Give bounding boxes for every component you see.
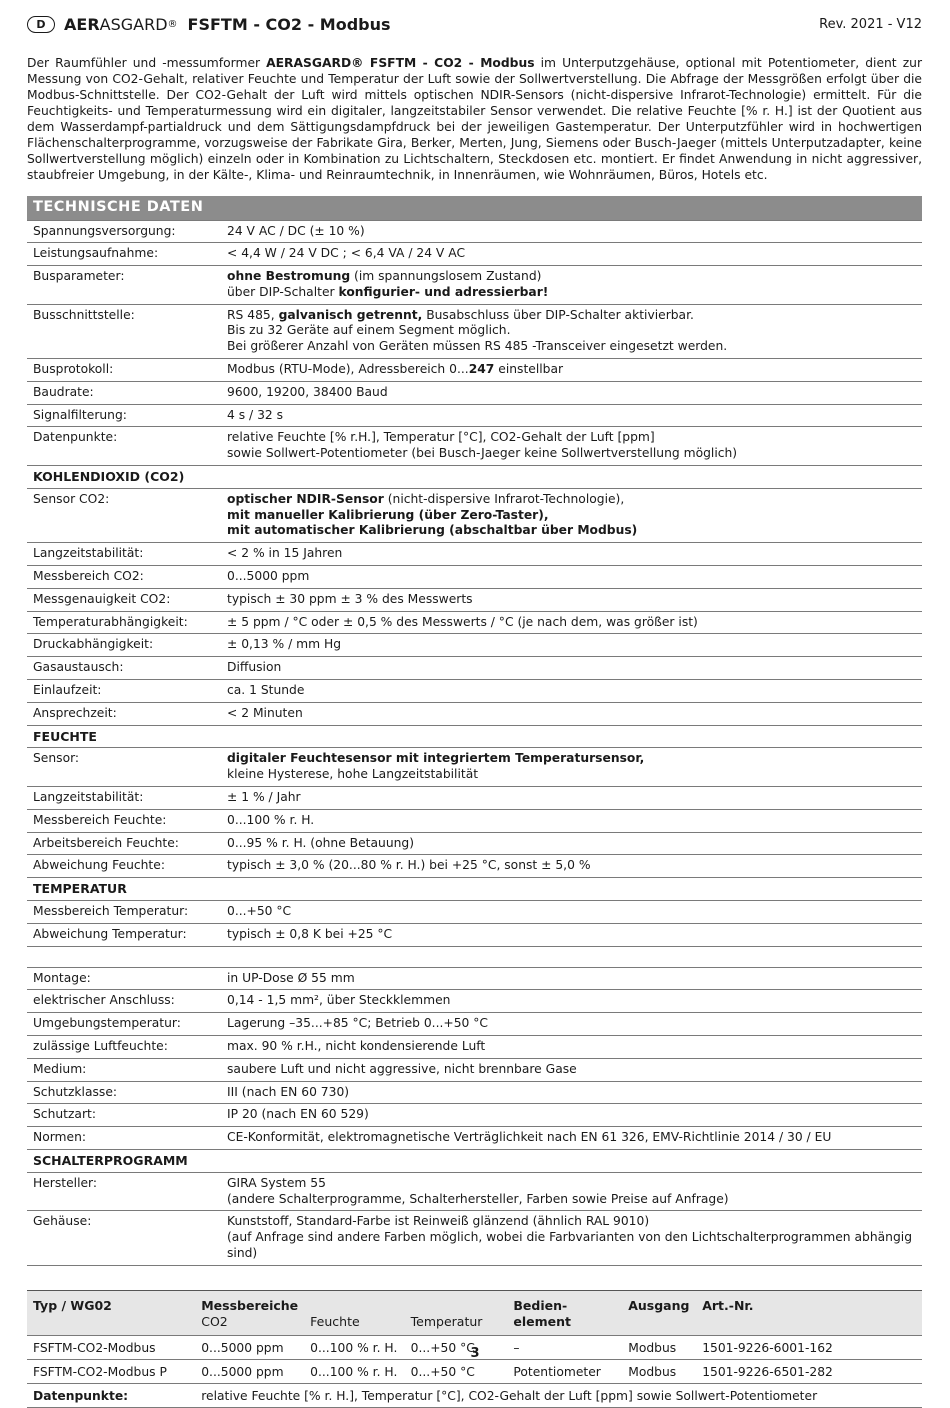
order-operating: –: [507, 1335, 622, 1359]
spec-row: [27, 657, 922, 680]
spec-row: [27, 243, 922, 266]
spec-label: Messgenauigkeit CO2:: [27, 588, 221, 611]
header-operating-l2: element: [513, 1313, 572, 1329]
spec-label: Schutzklasse:: [27, 1081, 221, 1104]
value-text: GIRA System 55: [227, 1175, 326, 1190]
value-bold: galvanisch getrennt,: [278, 307, 423, 322]
section-header-temperature: [27, 878, 922, 901]
spec-value: [221, 748, 922, 787]
spec-row: [27, 1127, 922, 1150]
header-type: Typ / WG02: [27, 1290, 195, 1335]
spec-value: saubere Luft und nicht aggressive, nicht brennbare Gase: [221, 1058, 922, 1081]
order-temperature: 0...+50 °C: [405, 1335, 508, 1359]
value-bold: mit automatischer Kalibrierung (abschaltbar über Modbus): [227, 523, 638, 538]
spec-label: Sensor CO2:: [27, 488, 221, 542]
spec-label: Hersteller:: [27, 1172, 221, 1211]
value-text: Busabschluss über DIP-Schalter aktivierbar.: [422, 307, 694, 322]
section-header-humidity: [27, 725, 922, 748]
order-type: FSFTM-CO2-Modbus P: [27, 1359, 195, 1383]
spec-row: [27, 266, 922, 305]
value-text: (nicht-dispersive Infrarot-Technologie),: [383, 491, 625, 506]
datapoints-label: Datenpunkte:: [27, 1383, 195, 1407]
order-co2: 0...5000 ppm: [195, 1359, 304, 1383]
spec-value: 9600, 19200, 38400 Baud: [221, 381, 922, 404]
value-text: relative Feuchte [% r.H.], Temperatur [°C], CO2-Gehalt der Luft [ppm]: [227, 430, 655, 445]
spec-value: typisch ± 30 ppm ± 3 % des Messwerts: [221, 588, 922, 611]
spec-value: 0...+50 °C: [221, 901, 922, 924]
spec-label: Langzeitstabilität:: [27, 543, 221, 566]
value-text: Bis zu 32 Geräte auf einem Segment möglich.: [227, 323, 511, 338]
spec-label: Gehäuse:: [27, 1211, 221, 1265]
header-co2-label: CO2: [201, 1313, 228, 1329]
section-title: KOHLENDIOXID (CO2): [27, 466, 922, 489]
spec-label: Messbereich Temperatur:: [27, 901, 221, 924]
page-number: 3: [470, 1346, 480, 1361]
spec-row: [27, 304, 922, 358]
spec-row: [27, 611, 922, 634]
spec-label: Medium:: [27, 1058, 221, 1081]
spec-label: Einlaufzeit:: [27, 680, 221, 703]
spec-label: Normen:: [27, 1127, 221, 1150]
order-row: [27, 1359, 922, 1383]
spec-row: [27, 359, 922, 382]
value-bold: mit manueller Kalibrierung (über Zero-Taster),: [227, 507, 549, 522]
spec-row: [27, 1211, 922, 1265]
spec-label: Datenpunkte:: [27, 427, 221, 466]
spec-value: [221, 427, 922, 466]
spacer-row: [27, 946, 922, 967]
header-operating-l1: Bedien-: [513, 1297, 568, 1313]
header-humidity: [304, 1290, 405, 1335]
spec-label: Busprotokoll:: [27, 359, 221, 382]
spec-value: < 2 Minuten: [221, 702, 922, 725]
spec-label: Messbereich Feuchte:: [27, 809, 221, 832]
order-operating: Potentiometer: [507, 1359, 622, 1383]
spec-value: typisch ± 3,0 % (20...80 % r. H.) bei +25 °C, sonst ± 5,0 %: [221, 855, 922, 878]
value-bold: ohne Bestromung: [227, 269, 351, 284]
spec-value: 0...100 % r. H.: [221, 809, 922, 832]
technical-data-table: [27, 196, 922, 1266]
section-header-switch-program: [27, 1149, 922, 1172]
spec-row: [27, 220, 922, 243]
technical-data-title: TECHNISCHE DATEN: [27, 196, 922, 220]
value-text: über DIP-Schalter: [227, 284, 339, 299]
spec-row: [27, 1172, 922, 1211]
spec-value: ca. 1 Stunde: [221, 680, 922, 703]
spec-value: < 4,4 W / 24 V DC ; < 6,4 VA / 24 V AC: [221, 243, 922, 266]
value-text: Modbus (RTU-Mode), Adressbereich 0...: [227, 362, 469, 377]
order-output: Modbus: [622, 1335, 696, 1359]
intro-paragraph: [27, 55, 922, 183]
spec-label: Arbeitsbereich Feuchte:: [27, 832, 221, 855]
value-text: (im spannungslosem Zustand): [350, 269, 542, 284]
spec-value: ± 1 % / Jahr: [221, 787, 922, 810]
spec-label: Montage:: [27, 967, 221, 990]
value-bold: konfigurier- und adressierbar!: [338, 284, 549, 299]
value-text: sowie Sollwert-Potentiometer (bei Busch-Jaeger keine Sollwertverstellung möglich): [227, 446, 738, 461]
brand-name-rest: ASGARD: [99, 14, 168, 34]
spec-value: [221, 266, 922, 305]
spec-row: [27, 427, 922, 466]
order-article: 1501-9226-6501-282: [696, 1359, 922, 1383]
value-bold: optischer NDIR-Sensor: [227, 491, 384, 506]
language-badge: D: [27, 16, 55, 33]
order-datapoints-row: [27, 1383, 922, 1407]
spec-row: [27, 488, 922, 542]
spec-row: [27, 967, 922, 990]
intro-brand: AERASGARD® FSFTM - CO2 - Modbus: [266, 56, 535, 70]
order-temperature: 0...+50 °C: [405, 1359, 508, 1383]
spec-label: Druckabhängigkeit:: [27, 634, 221, 657]
spec-row: [27, 702, 922, 725]
value-text: Kunststoff, Standard-Farbe ist Reinweiß glänzend (ähnlich RAL 9010): [227, 1214, 650, 1229]
revision-label: Rev. 2021 - V12: [819, 16, 922, 32]
spec-value: ± 5 ppm / °C oder ± 0,5 % des Messwerts / °C (je nach dem, was größer ist): [221, 611, 922, 634]
spec-row: [27, 1013, 922, 1036]
spec-value: 0...95 % r. H. (ohne Betauung): [221, 832, 922, 855]
spec-label: Busschnittstelle:: [27, 304, 221, 358]
spec-row: [27, 990, 922, 1013]
order-article: 1501-9226-6001-162: [696, 1335, 922, 1359]
spec-value: 0,14 - 1,5 mm², über Steckklemmen: [221, 990, 922, 1013]
spacer-cell: [27, 946, 922, 967]
spec-row: [27, 1035, 922, 1058]
header-co2: [195, 1290, 304, 1335]
spec-row: [27, 832, 922, 855]
value-text: (auf Anfrage sind andere Farben möglich, wobei die Farbvarianten von den Lichtschalterprogrammen abhängig sind): [227, 1230, 913, 1260]
product-title: FSFTM - CO2 - Modbus: [187, 14, 391, 34]
section-title: TEMPERATUR: [27, 878, 922, 901]
spec-label: Leistungsaufnahme:: [27, 243, 221, 266]
spec-row: [27, 748, 922, 787]
order-co2: 0...5000 ppm: [195, 1335, 304, 1359]
header-output: Ausgang: [622, 1290, 696, 1335]
section-header-co2: [27, 466, 922, 489]
spec-value: 4 s / 32 s: [221, 404, 922, 427]
spec-row: [27, 566, 922, 589]
order-type: FSFTM-CO2-Modbus: [27, 1335, 195, 1359]
spec-value: < 2 % in 15 Jahren: [221, 543, 922, 566]
value-text: RS 485,: [227, 307, 279, 322]
spec-row: [27, 588, 922, 611]
spec-row: [27, 543, 922, 566]
spec-row: [27, 1058, 922, 1081]
spec-value: [221, 1172, 922, 1211]
spec-label: Langzeitstabilität:: [27, 787, 221, 810]
spec-value: [221, 359, 922, 382]
value-bold: 247: [468, 362, 495, 377]
order-humidity: 0...100 % r. H.: [304, 1335, 405, 1359]
spec-value: in UP-Dose Ø 55 mm: [221, 967, 922, 990]
spec-value: Lagerung –35...+85 °C; Betrieb 0...+50 °C: [221, 1013, 922, 1036]
registered-mark: ®: [167, 18, 178, 30]
spec-label: Baudrate:: [27, 381, 221, 404]
section-title: SCHALTERPROGRAMM: [27, 1149, 922, 1172]
spec-label: Signalfilterung:: [27, 404, 221, 427]
spec-row: [27, 1104, 922, 1127]
spec-row: [27, 1081, 922, 1104]
value-text: kleine Hysterese, hohe Langzeitstabilität: [227, 767, 479, 782]
spec-value: Diffusion: [221, 657, 922, 680]
value-text: (andere Schalterprogramme, Schalterhersteller, Farben sowie Preise auf Anfrage): [227, 1191, 729, 1206]
spec-row: [27, 404, 922, 427]
header-temperature-label: Temperatur: [410, 1313, 483, 1329]
value-text: Bei größerer Anzahl von Geräten müssen RS 485 -Transceiver eingesetzt werden.: [227, 339, 728, 354]
header-temperature: [405, 1290, 508, 1335]
value-text: einstellbar: [494, 362, 564, 377]
spec-label: Gasaustausch:: [27, 657, 221, 680]
spec-label: Schutzart:: [27, 1104, 221, 1127]
header-article: Art.-Nr.: [696, 1290, 922, 1335]
spec-value: typisch ± 0,8 K bei +25 °C: [221, 923, 922, 946]
intro-text-1: Der Raumfühler und -messumformer: [27, 56, 267, 70]
spec-label: Abweichung Temperatur:: [27, 923, 221, 946]
value-bold: digitaler Feuchtesensor mit integriertem Temperatursensor,: [227, 751, 645, 766]
spec-row: [27, 855, 922, 878]
spec-label: Sensor:: [27, 748, 221, 787]
spec-row: [27, 787, 922, 810]
header-operating-element: [507, 1290, 622, 1335]
spec-label: zulässige Luftfeuchte:: [27, 1035, 221, 1058]
spec-value: CE-Konformität, elektromagnetische Verträglichkeit nach EN 61 326, EMV-Richtlinie 2014 / 30 / EU: [221, 1127, 922, 1150]
spec-row: [27, 809, 922, 832]
spec-row: [27, 680, 922, 703]
spec-label: Messbereich CO2:: [27, 566, 221, 589]
header-humidity-label: Feuchte: [310, 1313, 360, 1329]
order-humidity: 0...100 % r. H.: [304, 1359, 405, 1383]
spec-label: Ansprechzeit:: [27, 702, 221, 725]
spec-label: Spannungsversorgung:: [27, 220, 221, 243]
spec-row: [27, 634, 922, 657]
spec-value: [221, 304, 922, 358]
brand-name-bold: AER: [64, 14, 100, 34]
spec-value: 0...5000 ppm: [221, 566, 922, 589]
intro-text-2: im Unterputzgehäuse, optional mit Potentiometer, dient zur Messung von CO2-Gehalt, relativer Feuchte und Temperatur der Luft sowie der Sollwertverstellung. Die Abfrage der Messgrößen erfolgt über die Modbus-Schnittstelle. Der CO2-Gehalt der Luft wird mittels optischen NDIR-Sensors (nicht-dispersive Infrarot-Technologie) ermittelt. Für die Feuchtigkeits- und Temperaturmessung wird ein digitaler, langzeitstabiler Sensor verwendet. Die relative Feuchte [% r. H.] ist der Quotient aus dem Wasserdampf-partialdruck und dem Sättigungsdampfdruck bei der jeweiligen Gastemperatur. Der Unterputzfühler wird in hochwertigen Flächenschalterprogramme, vorzugsweise der Fabrikate Gira, Berker, Merten, Jung, Siemens oder Busch-Jaeger (mittels Unterputzadapter, keine Sollwertverstellung möglich) einzeln oder in Kombination zu Lichtschaltern, Steckdosen etc. montiert. Er findet Anwendung in nicht aggressiver, staubfreier Umgebung, in der Kälte-, Klima- und Reinraumtechnik, in Innenräumen, wie Wohnräumen, Büros, Hotels etc.: [27, 56, 922, 182]
spec-value: III (nach EN 60 730): [221, 1081, 922, 1104]
spec-label: Abweichung Feuchte:: [27, 855, 221, 878]
spec-row: [27, 923, 922, 946]
spec-value: max. 90 % r.H., nicht kondensierende Luft: [221, 1035, 922, 1058]
spec-value: 24 V AC / DC (± 10 %): [221, 220, 922, 243]
datapoints-value: relative Feuchte [% r. H.], Temperatur [°C], CO2-Gehalt der Luft [ppm] sowie Sollwert-Potentiometer: [195, 1383, 922, 1407]
spec-row: [27, 901, 922, 924]
spec-row: [27, 381, 922, 404]
spec-label: Temperaturabhängigkeit:: [27, 611, 221, 634]
order-output: Modbus: [622, 1359, 696, 1383]
order-header-row: [27, 1290, 922, 1335]
spec-value: [221, 1211, 922, 1265]
spec-label: Busparameter:: [27, 266, 221, 305]
spec-value: IP 20 (nach EN 60 529): [221, 1104, 922, 1127]
spec-label: Umgebungstemperatur:: [27, 1013, 221, 1036]
section-title: FEUCHTE: [27, 725, 922, 748]
spec-value: [221, 488, 922, 542]
header-ranges: Messbereiche: [201, 1297, 299, 1313]
spec-label: elektrischer Anschluss:: [27, 990, 221, 1013]
document-header: [27, 13, 922, 35]
spec-value: ± 0,13 % / mm Hg: [221, 634, 922, 657]
